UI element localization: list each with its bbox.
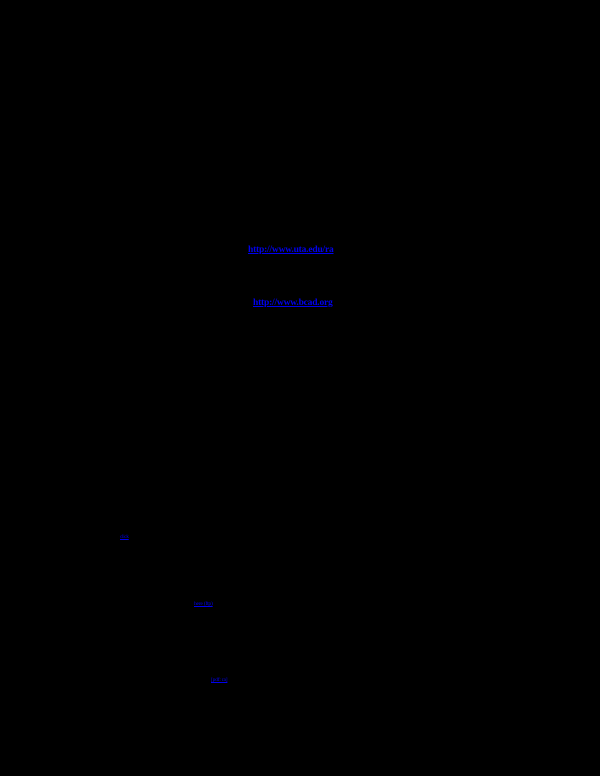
link-here-ftp[interactable]: here (ftp) [194, 601, 213, 607]
link-click[interactable]: click [120, 535, 129, 540]
link-uta-ra[interactable]: http://www.uta.edu/ra [248, 245, 334, 255]
link-bcad[interactable]: http://www.bcad.org [253, 298, 333, 308]
link-pdf-ra[interactable]: [pdf: ra] [211, 677, 228, 683]
